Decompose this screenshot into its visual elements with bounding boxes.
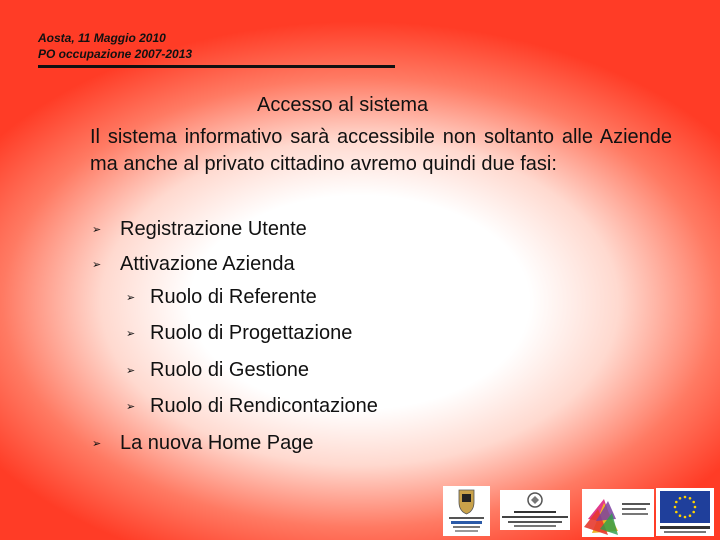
header-date: Aosta, 11 Maggio 2010 xyxy=(38,31,166,45)
sub-bullet-referente xyxy=(126,285,317,310)
bullet-registrazione xyxy=(92,217,307,242)
ministero-del-lavoro-logo xyxy=(500,490,570,530)
arrow-bullet-icon: ➢ xyxy=(92,259,102,271)
arrow-bullet-icon: ➢ xyxy=(126,328,136,340)
bullet-home-page xyxy=(92,431,313,456)
bullet-text: Ruolo di Gestione xyxy=(150,359,309,381)
arrow-bullet-icon: ➢ xyxy=(126,401,136,413)
bullet-text: Registrazione Utente xyxy=(120,218,307,240)
sub-bullet-progettazione xyxy=(126,321,352,346)
arrow-bullet-icon: ➢ xyxy=(92,438,102,450)
regione-valle-daosta-logo xyxy=(443,486,490,536)
arrow-bullet-icon: ➢ xyxy=(126,365,136,377)
bullet-text: Ruolo di Referente xyxy=(150,286,317,308)
unione-europea-logo xyxy=(656,488,714,536)
bullet-text: Attivazione Azienda xyxy=(120,253,295,275)
bullet-attivazione xyxy=(92,252,295,277)
header-divider xyxy=(38,65,395,68)
arrow-bullet-icon: ➢ xyxy=(126,292,136,304)
sub-bullet-gestione xyxy=(126,358,309,383)
bullet-text: Ruolo di Rendicontazione xyxy=(150,395,378,417)
header-program: PO occupazione 2007-2013 xyxy=(38,47,193,61)
bullet-text: Ruolo di Progettazione xyxy=(150,322,353,344)
sub-bullet-rendicontazione xyxy=(126,394,378,419)
slide-title: Accesso al sistema xyxy=(257,94,429,116)
arrow-bullet-icon: ➢ xyxy=(92,224,102,236)
fse-logo xyxy=(582,489,654,537)
intro-text: Il sistema informativo sarà accessibile non soltanto alle Aziende ma anche al privato cittadino avremo quindi due fasi: xyxy=(90,126,672,175)
bullet-text: La nuova Home Page xyxy=(120,432,314,454)
